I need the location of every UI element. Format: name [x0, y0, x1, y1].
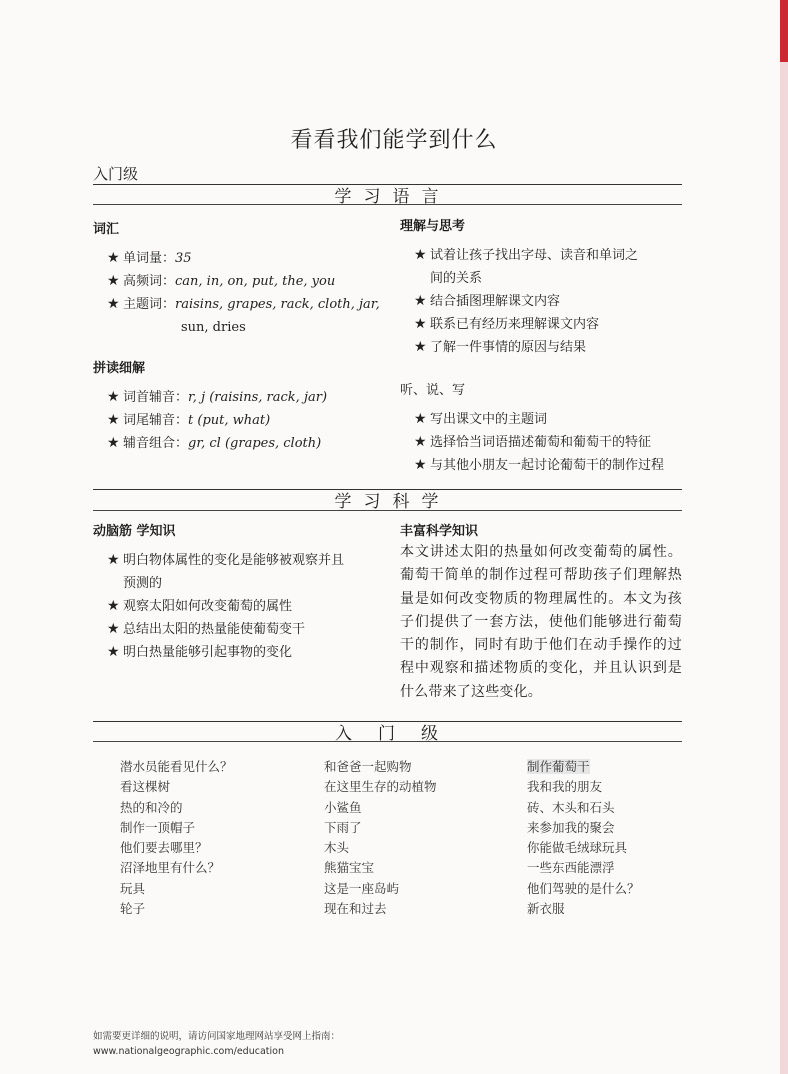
level-label: 入门级: [93, 165, 139, 183]
list-item: 在这里生存的动植物: [324, 779, 437, 795]
footer-line: 如需要更详细的说明，请访问国家地理网站享受网上指南：: [93, 1031, 341, 1042]
section-rule: [93, 204, 682, 205]
section-bar-language: [93, 186, 682, 207]
star-icon: ★: [414, 293, 427, 309]
comprehension-block: [400, 215, 690, 359]
science-rich-paragraph: 本文讲述太阳的热量如何改变葡萄的属性。葡萄干简单的制作过程可帮助孩子们理解热量是如何改变物质的物理属性的。本文为孩子们提供了一套方法，使他们能够进行葡萄干的制作，同时有助于他们在动手操作的过程中观察和描述物质的变化，并且认识到是什么带来了这些变化。: [400, 544, 682, 700]
phonics-item: ★ 词首辅音：r, j (raisins, rack, jar): [107, 386, 393, 409]
list-item: 玩具: [120, 880, 146, 896]
list-item: 他们驾驶的是什么？: [527, 880, 640, 896]
vocab-item: ★ 主题词：raisins, grapes, rack, cloth, jar,: [107, 293, 393, 316]
star-icon: ★: [414, 411, 427, 427]
star-icon: ★: [414, 316, 427, 332]
list-item: 他们要去哪里？: [120, 840, 208, 856]
comprehension-item: ★ 结合插图理解课文内容: [414, 290, 690, 313]
comprehension-continuation: 间的关系: [430, 271, 483, 286]
science-brain-item: ★ 观察太阳如何改变葡萄的属性: [107, 595, 393, 618]
star-icon: ★: [107, 598, 120, 614]
comprehension-item: ★ 试着让孩子找出字母、读音和单词之: [414, 244, 690, 267]
star-icon: ★: [414, 457, 427, 473]
science-rich-heading: 丰富科学知识: [400, 524, 479, 539]
page-edge-red: [780, 0, 788, 62]
vocab-item: ★ 高频词：can, in, on, put, the, you: [107, 270, 393, 293]
footer-note: [93, 1029, 340, 1059]
phonics-block: [93, 357, 393, 455]
section-title-level: 入门级: [309, 724, 466, 744]
phonics-heading: 拼读细解: [93, 361, 146, 376]
list-item: 我和我的朋友: [527, 779, 603, 795]
science-brain-heading: 动脑筋 学知识: [93, 524, 176, 539]
star-icon: ★: [414, 434, 427, 450]
science-brain-item: ★ 总结出太阳的热量能使葡萄变干: [107, 618, 393, 641]
list-item: 来参加我的聚会: [527, 819, 615, 835]
star-icon: ★: [107, 273, 120, 289]
skills-block: [400, 379, 690, 477]
comprehension-item: ★ 联系已有经历来理解课文内容: [414, 313, 690, 336]
star-icon: ★: [107, 296, 120, 312]
vocab-continuation: sun, dries: [181, 320, 246, 335]
list-item: 你能做毛绒球玩具: [527, 840, 628, 856]
section-title-language: 学习语言: [323, 187, 453, 207]
star-icon: ★: [107, 250, 120, 266]
list-item: 下雨了: [324, 819, 362, 835]
section-bar-science: [93, 491, 682, 512]
list-item: 熊猫宝宝: [324, 860, 375, 876]
skills-item: ★ 写出课文中的主题词: [414, 408, 690, 431]
section-rule: [93, 741, 682, 742]
footer-url: www.nationalgeographic.com/education: [93, 1046, 284, 1057]
list-item: 现在和过去: [324, 901, 387, 917]
star-icon: ★: [107, 621, 120, 637]
page-title: 看看我们能学到什么: [290, 128, 498, 153]
list-item: 砖、木头和石头: [527, 799, 615, 815]
science-brain-block: [93, 520, 393, 664]
section-bar-level: [93, 723, 682, 744]
list-item: 沼泽地里有什么？: [120, 860, 221, 876]
star-icon: ★: [414, 247, 427, 263]
list-item: 热的和冷的: [120, 799, 183, 815]
vocab-heading: 词汇: [93, 222, 120, 237]
list-item: 一些东西能漂浮: [527, 860, 615, 876]
book-list-column-2: [324, 757, 437, 919]
list-item: 小鲨鱼: [324, 799, 362, 815]
vocab-block: [93, 218, 393, 339]
star-icon: ★: [107, 435, 120, 451]
vocab-item: ★ 单词量：35: [107, 247, 393, 270]
science-brain-item: ★ 明白热量能够引起事物的变化: [107, 641, 393, 664]
list-item: 潜水员能看见什么？: [120, 759, 233, 774]
list-item: 木头: [324, 840, 350, 856]
phonics-item: ★ 词尾辅音：t (put, what): [107, 409, 393, 432]
star-icon: ★: [414, 339, 427, 355]
list-item: 制作一顶帽子: [120, 819, 196, 835]
list-item: 这是一座岛屿: [324, 880, 400, 896]
book-list-column-3: [527, 757, 640, 919]
star-icon: ★: [107, 389, 120, 405]
science-brain-item: ★ 明白物体属性的变化是能够被观察并且: [107, 549, 393, 572]
comprehension-item: ★ 了解一件事情的原因与结果: [414, 336, 690, 359]
star-icon: ★: [107, 412, 120, 428]
skills-item: ★ 与其他小朋友一起讨论葡萄干的制作过程: [414, 454, 690, 477]
star-icon: ★: [107, 552, 120, 568]
list-item: 新衣服: [527, 901, 565, 917]
list-item: 和爸爸一起购物: [324, 759, 412, 774]
section-rule: [93, 510, 682, 511]
comprehension-heading: 理解与思考: [400, 219, 466, 234]
science-brain-continuation: 预测的: [123, 576, 163, 591]
skills-item: ★ 选择恰当词语描述葡萄和葡萄干的特征: [414, 431, 690, 454]
skills-heading: 听、说、写: [400, 383, 466, 398]
list-item-current: 制作葡萄干: [527, 759, 590, 774]
page-edge-pink: [780, 62, 788, 1074]
star-icon: ★: [107, 644, 120, 660]
section-title-science: 学习科学: [323, 492, 453, 512]
phonics-item: ★ 辅音组合：gr, cl (grapes, cloth): [107, 432, 393, 455]
list-item: 轮子: [120, 901, 146, 917]
list-item: 看这棵树: [120, 779, 171, 795]
book-list-column-1: [120, 757, 233, 919]
